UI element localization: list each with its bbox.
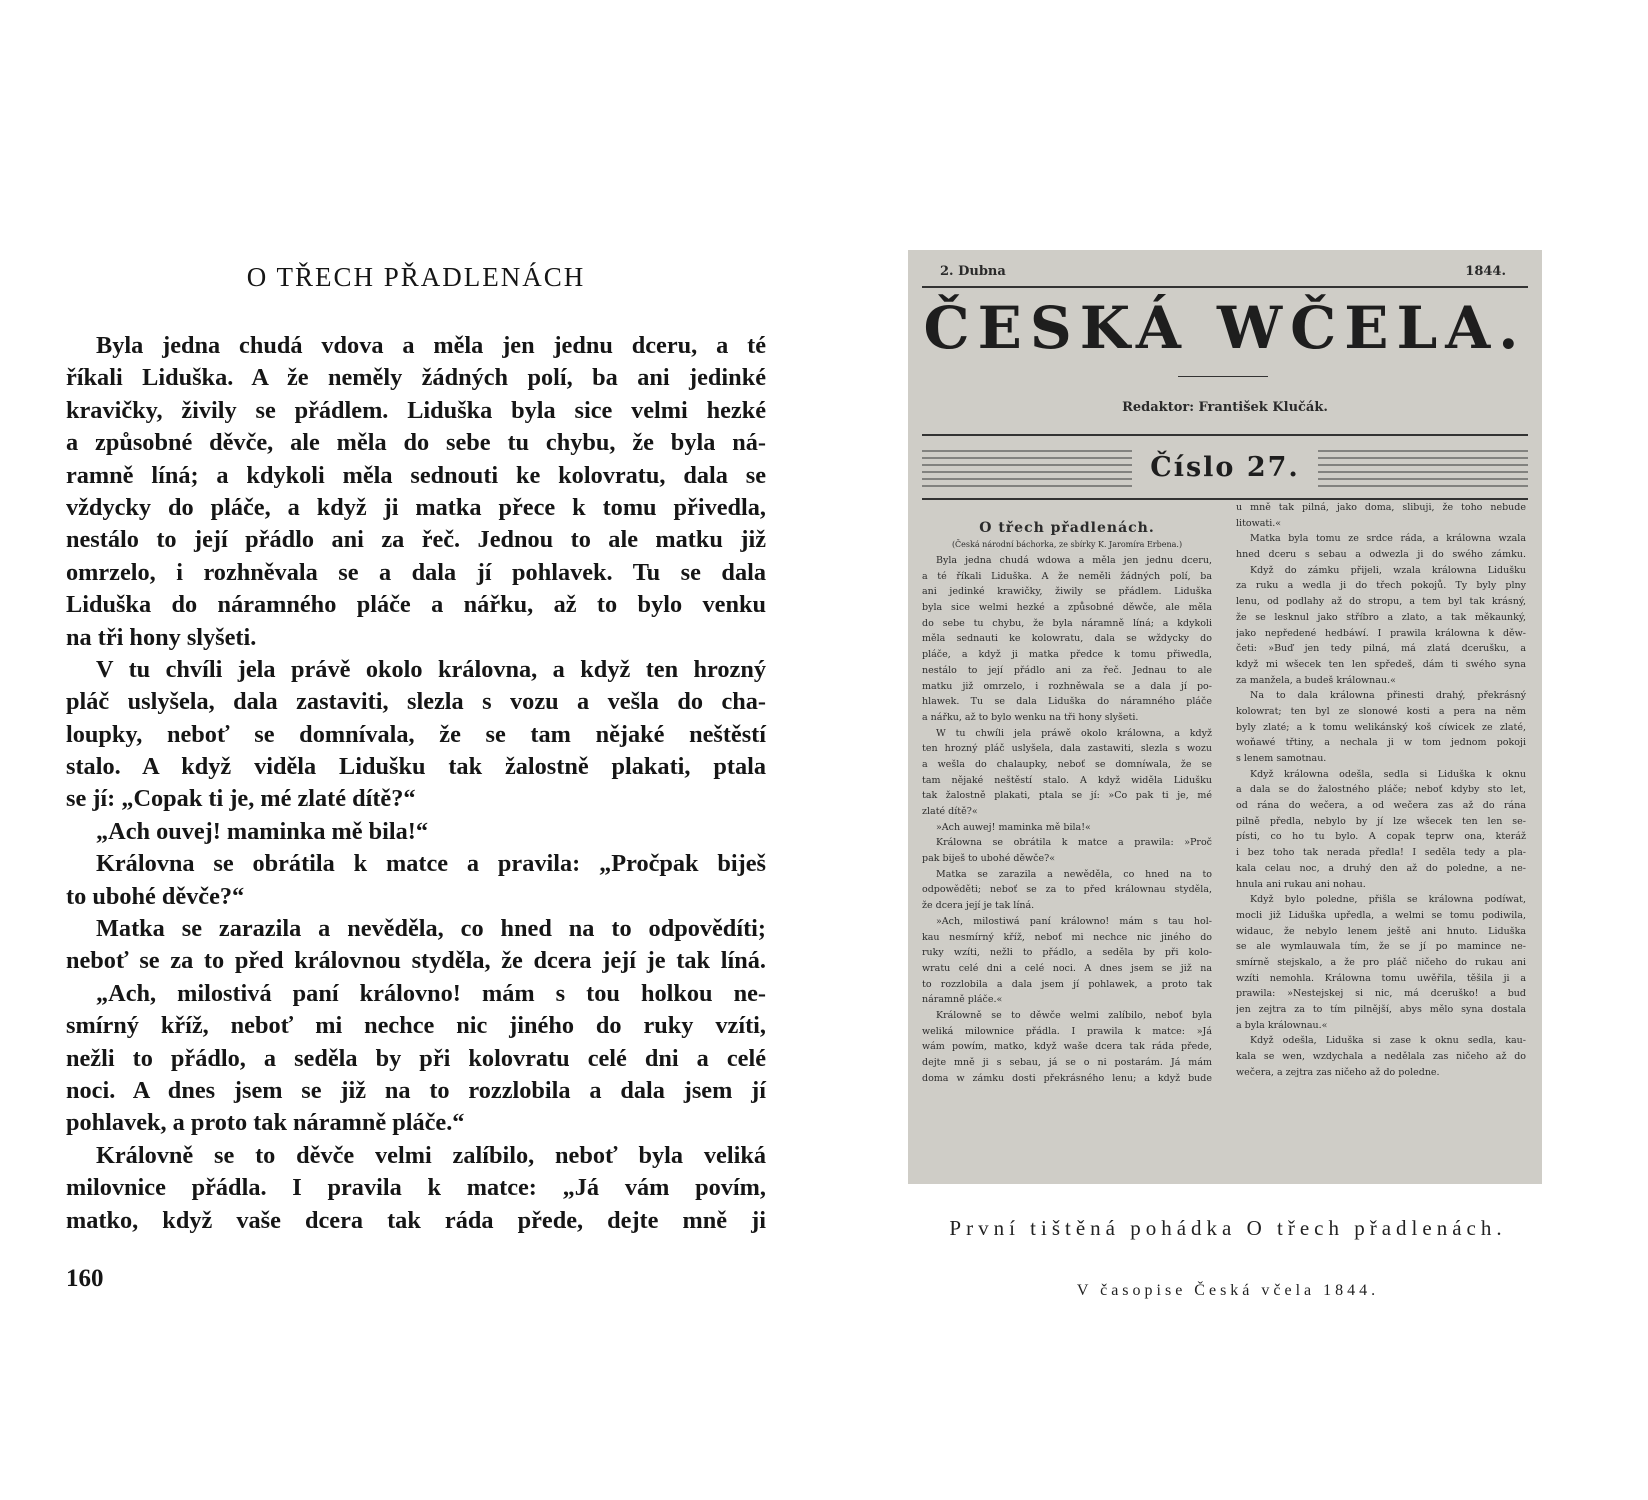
newspaper-line: kala celau noc, a druhý den až do poledne, a ne-	[1236, 862, 1526, 874]
newspaper-line: ten hrozný pláč uslyšela, dala zastawiti, slezla s wozu	[922, 743, 1212, 755]
newspaper-line: Byla jedna chudá wdowa a měla jen jednu dceru,	[936, 555, 1212, 566]
newspaper-line: wám powím, matko, když waše dcera tak ráda přede,	[922, 1041, 1212, 1053]
story-line: pláč uslyšela, dala zastaviti, slezla s vozu a vešla do cha-	[66, 688, 766, 716]
story-line: Královna se obrátila k matce a pravila: „Pročpak biješ	[96, 850, 766, 878]
newspaper-line: Králowně se to děwče welmi zalíbilo, neboť byla	[936, 1009, 1212, 1021]
newspaper-line: widauc, že nebylo lenem ještě ani hnuto. Liduška	[1236, 925, 1526, 937]
newspaper-line: jako nepředené hedbáwí. I prawila králowna k děw-	[1236, 627, 1526, 639]
newspaper-line: hlawek. Tu se dala Liduška do náramného pláče	[922, 696, 1212, 708]
newspaper-line: četi: »Buď jen tedy pilná, má zlatá dcerušku, a	[1236, 643, 1526, 655]
newspaper-line: W tu chwíli jela práwě okolo králowna, a když	[936, 727, 1212, 739]
newspaper-line: smírně stejskalo, a že pro pláč ničeho do rukau ani	[1236, 956, 1526, 968]
top-rule	[922, 286, 1528, 288]
story-line: smírný kříž, neboť mi nechce nic jiného do ruky vzíti,	[66, 1012, 766, 1040]
issue-number: Číslo 27.	[1150, 452, 1300, 483]
newspaper-line: »Ach auwej! maminka mě bila!«	[936, 821, 1091, 833]
ornament-rule	[1178, 376, 1268, 377]
newspaper-line: woňawé třtiny, a nechala ji w tom jednom pokoji	[1236, 737, 1526, 749]
newspaper-line: a wešla do chalaupky, neboť se domníwala, že se	[922, 758, 1212, 770]
story-line: matko, když vaše dcera tak ráda přede, dejte mně ji	[66, 1206, 766, 1234]
column-1-text	[922, 553, 1212, 1086]
subscription-note-left	[922, 450, 1132, 490]
story-line: V tu chvíli jela právě okolo královna, a když ten hrozný	[96, 655, 766, 683]
newspaper-line: wratu celé dni a celé noci. A dnes jsem se již na	[922, 962, 1212, 974]
newspaper-line: tak žalostně plakati, ptala se jí: »Co pak ti je, mé	[922, 790, 1212, 802]
newspaper-line: že se lesknul jako stříbro a zlato, a tak měkaunký,	[1236, 611, 1526, 623]
column-2-text	[1236, 500, 1526, 1080]
newspaper-line: u mně tak pilná, jako doma, slibuji, že toho nebude	[1236, 502, 1526, 513]
newspaper-line: matku již omrzelo, i rozhněwala se a dala jí po-	[922, 680, 1212, 692]
newspaper-line: za manžela, a budeš králownau.«	[1236, 674, 1396, 686]
story-line: říkali Liduška. A že neměly žádných polí, ba ani jedinké	[66, 364, 766, 392]
newspaper-line: Matka se zarazila a newěděla, co hned na to	[936, 868, 1212, 880]
newspaper-line: »Ach, milostiwá paní králowno! mám s tau hol-	[936, 915, 1212, 927]
newspaper-line: pak biješ to ubohé děwče?«	[922, 853, 1056, 865]
story-line: omrzelo, i rozhněvala se a dala jí pohlavek. Tu se dala	[66, 558, 766, 586]
newspaper-line: Když králowna odešla, sedla si Liduška k oknu	[1250, 768, 1526, 780]
newspaper-masthead: ČESKÁ WČELA.	[923, 294, 1527, 362]
newspaper-line: Když do zámku přijeli, wzala králowna Lidušku	[1250, 564, 1526, 576]
story-line: nestálo to její přádlo ani za řeč. Jednou to ale matku již	[66, 526, 766, 554]
newspaper-line: wzíti nemohla. Králowna tomu uwěřila, těšila ji a	[1236, 972, 1526, 984]
story-line: vždycky do pláče, a když ji matka přece k tomu přivedla,	[66, 493, 766, 521]
story-line: stalo. A když viděla Lidušku tak žalostně plakati, ptala	[66, 753, 766, 781]
newspaper-line: jen zejtra za to tím pilnější, abys mělo syna dostala	[1236, 1004, 1526, 1015]
story-line: loupky, neboť se domnívala, že se tam nějaké neštěstí	[66, 720, 766, 748]
newspaper-line: prawila: »Nestejskej si nic, má dceruško! a buď	[1236, 988, 1526, 1000]
newspaper-line: náramně pláče.«	[922, 994, 1003, 1006]
newspaper-line: wečera, a zejtra zas ničeho až do poledne.	[1236, 1066, 1440, 1078]
newspaper-line: Když odešla, Liduška si zase k oknu sedla, kau-	[1250, 1035, 1526, 1047]
newspaper-line: lenu, od podlahy až do stropu, a tem byl tak krásný,	[1236, 596, 1526, 608]
story-line: Královně se to děvče velmi zalíbilo, neboť byla veliká	[96, 1141, 766, 1169]
newspaper-line: pláče, a když ji matka předce k tomu přiwedla,	[922, 649, 1212, 661]
newspaper-line: a nářku, až to bylo wenku na tři hony slyšeti.	[922, 711, 1139, 723]
newspaper-line: i bez toho tak nerada předla! I seděla tedy a pla-	[1236, 847, 1526, 859]
story-line: „Ach ouvej! maminka mě bila!“	[96, 817, 429, 845]
newspaper-line: Matka byla tomu ze srdce ráda, a králowna wzala	[1250, 533, 1526, 545]
story-line: pohlavek, a proto tak náramně pláče.“	[66, 1109, 465, 1137]
newspaper-line: to rozzlobila a dala jsem jí pohlawek, a proto tak	[922, 978, 1212, 990]
caption-title: První tištěná pohádka O třech přadlenách.	[949, 1216, 1507, 1240]
story-line: se jí: „Copak ti je, mé zlaté dítě?“	[66, 785, 416, 813]
newspaper-line: doma w zámku dosti překrásného lenu; a když bude	[922, 1072, 1212, 1084]
story-title: O TŘECH PŘADLENÁCH	[246, 262, 586, 292]
header-rule	[922, 434, 1528, 436]
subscription-note-right	[1318, 450, 1528, 490]
newspaper-line: s lenem samotnau.	[1236, 753, 1327, 764]
newspaper-line: měla sednauti ke kolowratu, dala se wždycky do	[922, 633, 1212, 645]
story-line: Matka se zarazila a nevěděla, co hned na to odpovědíti;	[96, 915, 766, 943]
newspaper-line: písti, co ho tu bylo. A copak teprw ona, kteráž	[1236, 831, 1526, 843]
story-line: noci. A dnes jsem se již na to rozzlobila a dala jsem jí	[66, 1076, 766, 1104]
newspaper-line: Na to dala králowna přinesti drahý, překrásný	[1250, 690, 1526, 702]
newspaper-year: 1844.	[1465, 264, 1506, 279]
page-number: 160	[66, 1265, 104, 1292]
newspaper-line: a dala se do žalostného pláče; neboť kdyby sto let,	[1236, 784, 1526, 796]
newspaper-line: a té říkali Liduška. A že neměli žádných polí, ba	[922, 570, 1212, 582]
newspaper-line: litowati.«	[1236, 517, 1282, 529]
newspaper-line: když mi wšecek ten len spředeš, dám ti swého syna	[1236, 658, 1526, 670]
newspaper-line: mocli již Liduška upředla, a welmi se tomu podiwila,	[1236, 909, 1526, 921]
story-line: milovnice přádla. I pravila k matce: „Já vám povím,	[66, 1174, 766, 1202]
newspaper-line: dejte mně ji s sebau, já se o ni postarám. Já mám	[922, 1057, 1212, 1068]
story-text	[66, 330, 766, 1237]
newspaper-line: hnula ani rukau ani nohau.	[1236, 878, 1366, 890]
story-line: ramně líná; a kdykoli měla sednouti ke kolovratu, dala se	[66, 461, 766, 489]
caption-source: V časopise Česká včela 1844.	[1076, 1282, 1380, 1299]
newspaper-line: kala se wen, wzdychala a nedělala zas ničeho až do	[1236, 1051, 1526, 1063]
newspaper-line: se ale wymlauwala tím, že se jí po mamince ne-	[1236, 941, 1526, 953]
newspaper-line: od rána do wečera, a od wečera zas až do rána	[1236, 800, 1526, 812]
newspaper-line: ruky wzíti, nežli to přádlo, a seděla by při kolo-	[922, 947, 1212, 959]
newspaper-line: nestálo to její přádlo ani za řeč. Jednau to ale	[922, 664, 1212, 676]
newspaper-line: ani jedinké krawičky, žiwily se přádlem. Liduška	[922, 586, 1212, 598]
newspaper-line: pilně předla, nebylo by jí lze wšecek ten len se-	[1236, 815, 1526, 827]
newspaper-column-2	[1236, 500, 1526, 1080]
newspaper-line: Když bylo poledne, přišla se králowna podíwat,	[1250, 894, 1526, 906]
story-line: kravičky, živily se přádlem. Liduška byla sice velmi hezké	[66, 396, 766, 424]
newspaper-date: 2. Dubna	[940, 264, 1006, 279]
story-line: to ubohé děvče?“	[66, 882, 245, 910]
newspaper-line: byly zlaté; a k tomu welikánský koš cíwicek ze zlaté,	[1236, 721, 1526, 733]
newspaper-line: odpowěděti; neboť se za to před králownau styděla,	[922, 884, 1212, 896]
newspaper-line: zlaté dítě?«	[922, 806, 978, 817]
newspaper-line: kolowrat; ten byl ze slonowé kosti a pera na něm	[1236, 705, 1526, 717]
article-title: O třech přadlenách.	[979, 520, 1155, 536]
newspaper-line: že dcera její je tak líná.	[922, 900, 1035, 912]
story-line: a způsobné děvče, ale měla do sebe tu chybu, že byla ná-	[66, 429, 766, 457]
story-line: nežli to přádlo, a seděla by při kolovratu celé dni a celé	[66, 1044, 766, 1072]
newspaper-line: tam nějaké neštěstí stalo. A když widěla Lidušku	[922, 774, 1212, 786]
newspaper-line: byla sice welmi hezké a způsobné děwče, ale měla	[922, 602, 1212, 614]
story-line: „Ach, milostivá paní královno! mám s tou holkou ne-	[96, 979, 766, 1007]
story-line: neboť se za to před královnou styděla, že dcera její je tak líná.	[66, 947, 766, 975]
newspaper-line: za ruku a wedla ji do třech pokojů. Ty byly plny	[1236, 580, 1526, 592]
newspaper-facsimile	[908, 250, 1542, 1184]
newspaper-editor: Redaktor: František Klučák.	[1122, 400, 1328, 415]
newspaper-line: Králowna se obrátila k matce a prawila: »Proč	[936, 837, 1212, 849]
story-line: na tři hony slyšeti.	[66, 623, 257, 651]
newspaper-line: hned dceru s sebau a odwezla ji do swého zámku.	[1236, 549, 1526, 561]
newspaper-line: a byla králownau.«	[1236, 1019, 1328, 1031]
newspaper-column-1	[922, 520, 1212, 1086]
newspaper-line: kau nesmírný kříž, neboť mi nechce nic jiného do	[922, 931, 1212, 943]
story-line: Byla jedna chudá vdova a měla jen jednu dceru, a té	[96, 332, 766, 359]
story-line: Liduška do náramného pláče a nářku, až to bylo venku	[66, 591, 766, 619]
newspaper-line: weliká milownice přádla. I prawila k matce: »Já	[922, 1025, 1212, 1037]
article-subtitle: (Česká národní báchorka, ze sbírky K. Jaromíra Erbena.)	[951, 540, 1183, 549]
newspaper-line: do sebe tu chybu, že byla náramně líná; a kdykoli	[922, 617, 1212, 629]
